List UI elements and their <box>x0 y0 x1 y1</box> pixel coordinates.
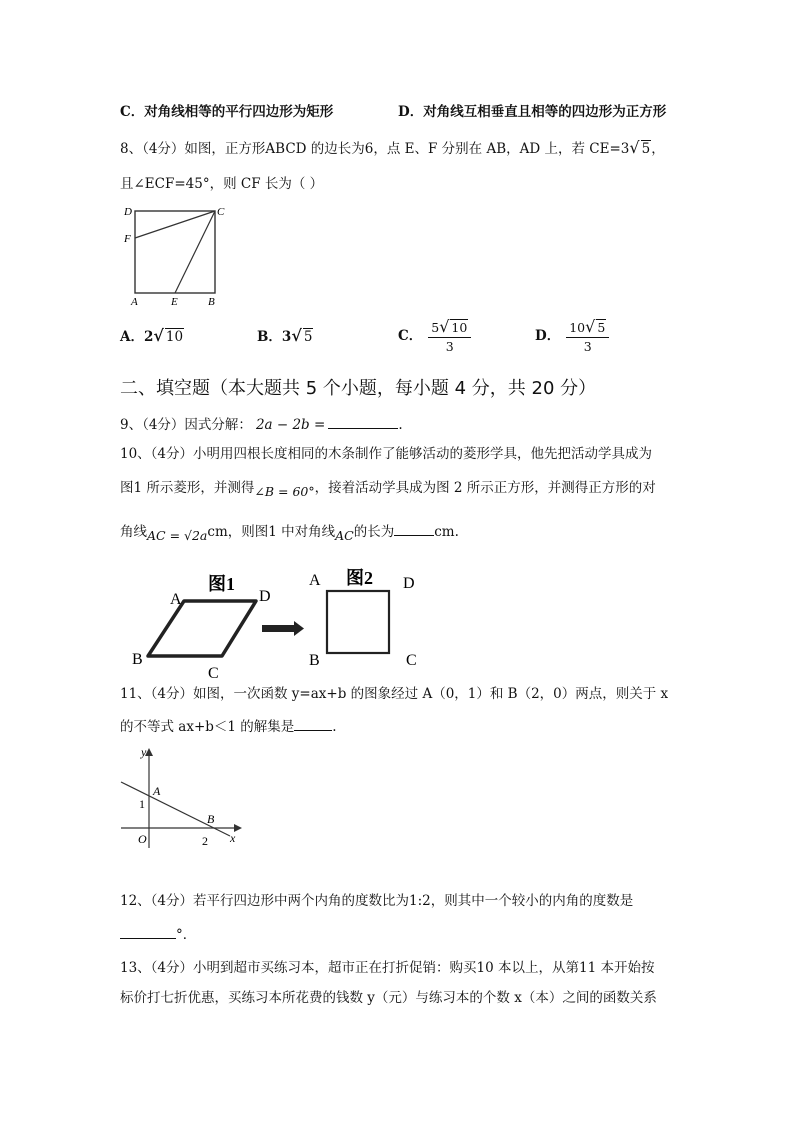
q10-line3 <box>120 521 459 542</box>
label-a: A <box>131 296 138 308</box>
q11-text: 的不等式 ax+b＜1 的解集是 <box>120 719 295 735</box>
q10-diagonal-ac: AC <box>335 528 354 543</box>
q10-line2 <box>120 478 656 498</box>
q8-option-d <box>535 316 609 356</box>
q10-angle-b: ∠B = 60° <box>254 484 315 499</box>
arrow-shaft <box>262 625 296 632</box>
q12-line2 <box>120 924 196 945</box>
fig1-label-b: B <box>132 651 143 668</box>
square <box>327 591 389 653</box>
q10-text-d: cm，则图1 中对角线 <box>207 524 336 540</box>
option-a-radicand: 10 <box>165 329 184 345</box>
fig1-label-d: D <box>259 588 271 605</box>
square-abcd <box>135 211 215 293</box>
q10-diagonal-value: AC = √2a <box>147 528 208 543</box>
q10-text-b: ，接着活动学具成为图 2 所示正方形，并测得正方形的对 <box>314 480 656 496</box>
option-d-fraction <box>566 318 609 356</box>
q11-graph <box>116 744 246 852</box>
q7-option-d: D．对角线互相垂直且相等的四边形为正方形 <box>398 104 667 120</box>
option-d-label: D． <box>535 328 561 344</box>
fig1-label-c: C <box>208 665 219 682</box>
label-b: B <box>208 296 215 308</box>
label-x: x <box>230 831 236 845</box>
label-b: B <box>207 812 215 826</box>
radical-sign: √ <box>585 316 596 336</box>
q12-line1: 12、（4分）若平行四边形中两个内角的度数比为1:2，则其中一个较小的内角的度数是 <box>120 893 634 909</box>
q9-period: . <box>398 417 403 433</box>
option-c-radicand: 10 <box>451 319 468 335</box>
q10-text-a: 图1 所示菱形，并测得 <box>120 480 255 496</box>
radical-sign: √ <box>439 316 450 336</box>
option-b-label: B．3 <box>257 329 292 345</box>
arrow-head <box>294 621 304 636</box>
q10-text-e: 的长为 <box>353 524 395 540</box>
option-c-denominator: 3 <box>445 338 454 354</box>
option-a-label: A．2 <box>120 329 154 345</box>
q11-line1: 11、（4分）如图，一次函数 y=ax+b 的图象经过 A（0，1）和 B（2，0）两点，则关于 x <box>120 686 669 702</box>
q11-answer-blank <box>294 716 332 731</box>
tick-2: 2 <box>202 834 208 848</box>
q8-option-c <box>398 316 471 356</box>
q8-square-figure <box>118 200 228 306</box>
q8-option-a <box>120 326 184 347</box>
segment-cf <box>135 211 215 238</box>
q9-answer-blank <box>328 414 398 429</box>
option-b-radicand: 5 <box>303 329 313 345</box>
q13-line1: 13、（4分）小明到超市买练习本，超市正在打折促销：购买10 本以上，从第11 本开始按 <box>120 960 655 976</box>
segment-ce <box>175 211 215 293</box>
label-c: C <box>217 206 225 218</box>
q7-option-c: C．对角线相等的平行四边形为矩形 <box>120 104 334 120</box>
q10-line1: 10、（4分）小明用四根长度相同的木条制作了能够活动的菱形学具，他先把活动学具成为 <box>120 446 653 462</box>
q11-line2 <box>120 716 337 737</box>
q8-option-b <box>257 326 313 347</box>
section-heading: 二、填空题（本大题共 5 个小题，每小题 4 分，共 20 分） <box>120 378 597 399</box>
option-c-label: C． <box>398 328 423 344</box>
radical-sign: √ <box>629 138 640 157</box>
radical-sign: √ <box>291 326 302 345</box>
label-f: F <box>124 233 131 245</box>
q8-comma: ， <box>651 141 665 157</box>
radical-sign: √ <box>153 326 164 345</box>
fig2-label-b: B <box>309 652 320 669</box>
q9-prefix: 9、（4分）因式分解： <box>120 417 252 433</box>
tick-1: 1 <box>139 797 145 811</box>
option-c-coef: 5 <box>431 319 440 335</box>
fig2-title: 图2 <box>346 568 373 588</box>
label-a: A <box>153 784 161 798</box>
option-d-radicand: 5 <box>597 319 606 335</box>
fig2-label-d: D <box>403 575 415 592</box>
label-e: E <box>171 296 178 308</box>
q11-period: . <box>332 719 337 735</box>
fig2-label-a: A <box>309 572 321 589</box>
rhombus <box>148 601 256 656</box>
q10-text-c: 角线 <box>120 524 147 540</box>
option-d-coef: 10 <box>569 319 586 335</box>
q8-radicand: 5 <box>641 141 651 157</box>
q10-answer-blank <box>394 521 434 536</box>
q10-unit: cm. <box>434 524 459 540</box>
label-o: O <box>138 832 147 846</box>
label-y: y <box>141 745 147 759</box>
q8-stem-line1 <box>120 138 665 159</box>
fig1-label-a: A <box>170 591 182 608</box>
q8-stem-line2: 且∠ECF=45°，则 CF 长为（ ） <box>120 176 324 192</box>
q10-figures <box>128 568 438 682</box>
option-d-denominator: 3 <box>583 338 592 354</box>
q13-line2: 标价打七折优惠，买练习本所花费的钱数 y（元）与练习本的个数 x（本）之间的函数关系 <box>120 990 657 1006</box>
q9-stem <box>120 414 403 435</box>
q8-stem-text: 8、（4分）如图，正方形ABCD 的边长为6，点 E、F 分别在 AB，AD 上，若 CE=3 <box>120 141 630 157</box>
q12-degree: °． <box>176 927 197 943</box>
q12-answer-blank <box>120 924 176 939</box>
label-d: D <box>124 206 132 218</box>
fig1-title: 图1 <box>208 574 235 594</box>
option-c-fraction <box>428 318 471 356</box>
q9-expression: 2a − 2b = <box>255 417 326 433</box>
fig2-label-c: C <box>406 652 417 669</box>
